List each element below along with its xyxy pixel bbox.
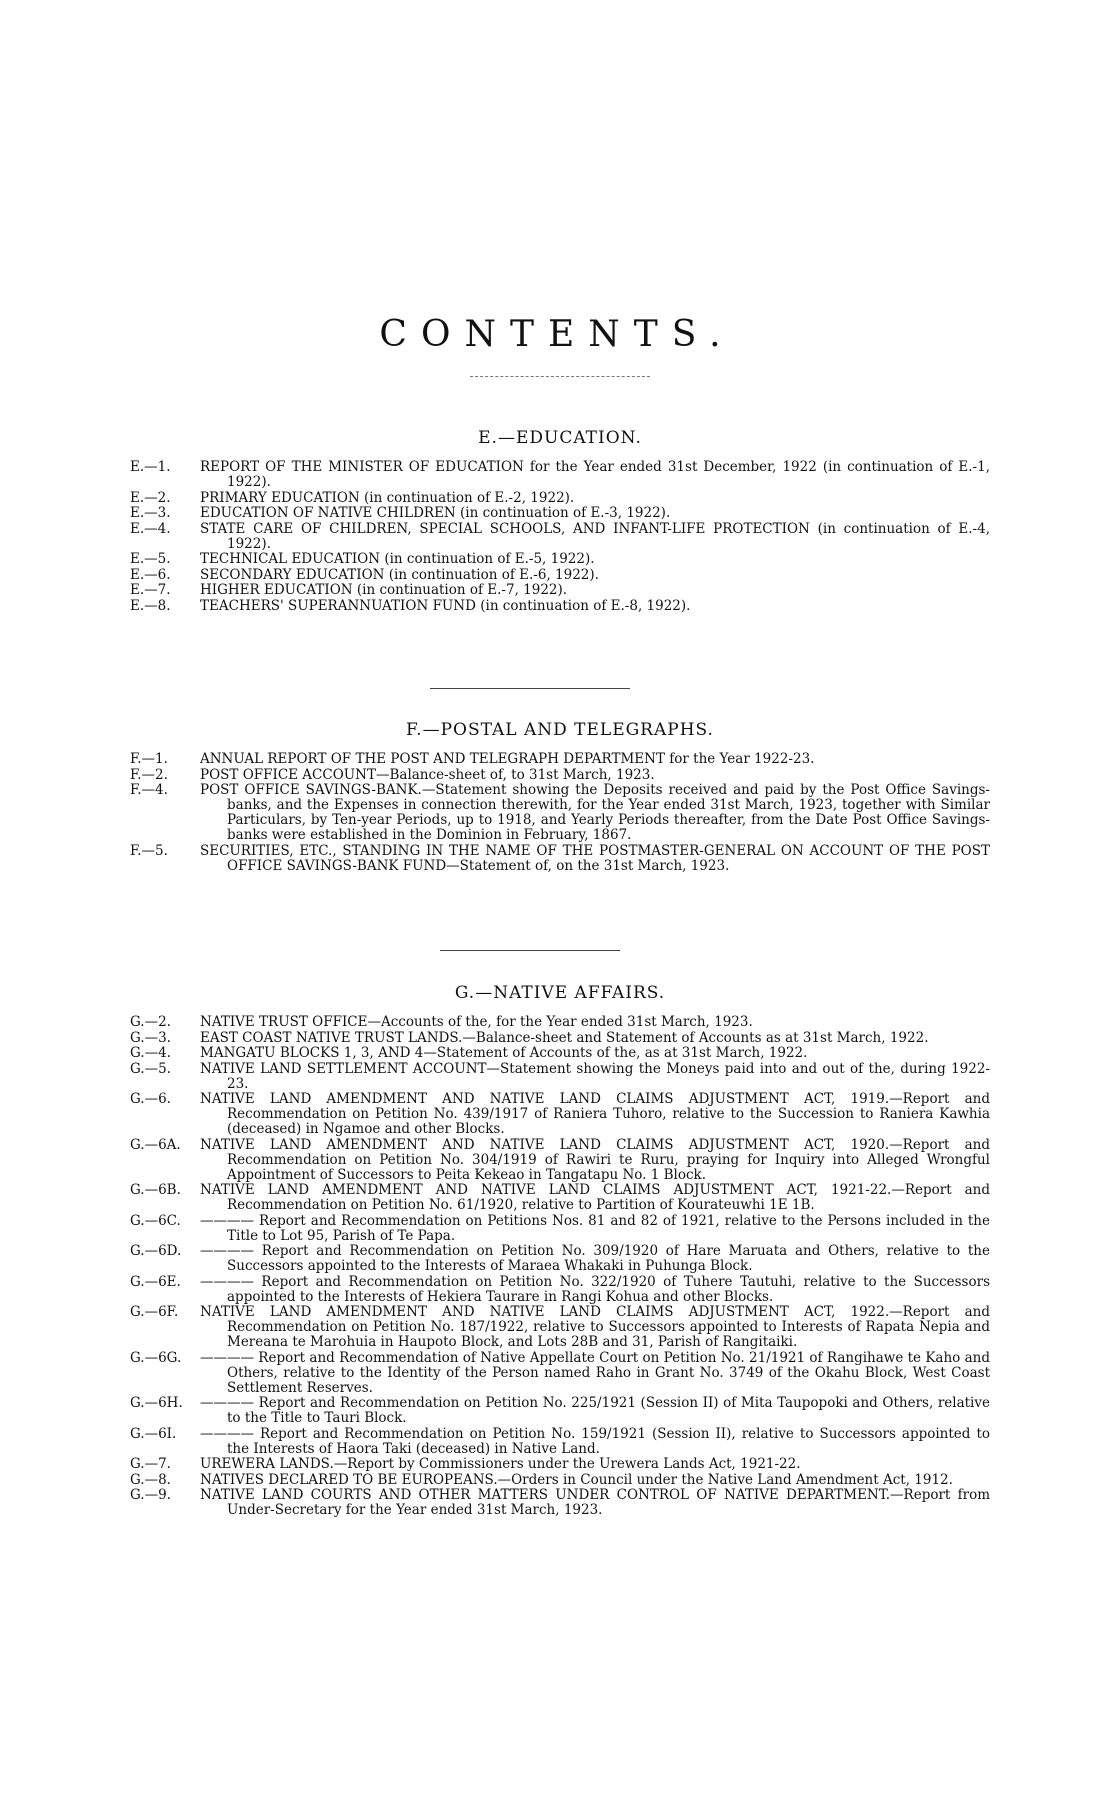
entry-list: [130, 460, 990, 614]
contents-entry: [130, 491, 990, 506]
entry-text: UREWERA LANDS.—Report by Commissioners under the Urewera Lands Act, 1921-22.: [200, 1456, 801, 1472]
contents-entry: [130, 1305, 990, 1350]
entry-text: REPORT OF THE MINISTER OF EDUCATION for the Year ended 31st December, 1922 (in continuation of E.-1, 1922).: [200, 459, 990, 490]
entry-code: G.—2.: [130, 1014, 171, 1030]
contents-entry: [130, 1214, 990, 1244]
entry-text: NATIVES DECLARED TO BE EUROPEANS.—Orders in Council under the Native Land Amendment Act, 1912.: [200, 1471, 953, 1488]
entry-text: NATIVE LAND AMENDMENT AND NATIVE LAND CLAIMS ADJUSTMENT ACT, 1919.—Report and Recommendation on Petition No. 439/1917 of Raniera Tuhoro, relative to the Succession to Raniera Kawhia (deceased) in Ngamoe and other Blocks.: [200, 1091, 990, 1137]
entry-text: POST OFFICE ACCOUNT—Balance-sheet of, to 31st March, 1923.: [200, 766, 655, 783]
entry-text: STATE CARE OF CHILDREN, SPECIAL SCHOOLS, AND INFANT-LIFE PROTECTION (in continuation of E.-4, 1922).: [200, 520, 990, 552]
contents-entry: [130, 1031, 990, 1046]
entry-code: G.—6.: [130, 1091, 171, 1107]
entry-code: G.—6I.: [130, 1425, 177, 1442]
entry-code: E.—4.: [130, 520, 171, 537]
contents-entry: [130, 1351, 990, 1396]
title-divider: [470, 376, 650, 377]
entry-text: EAST COAST NATIVE TRUST LANDS.—Balance-sheet and Statement of Accounts as at 31st March, 1922.: [200, 1029, 929, 1046]
entry-text: TECHNICAL EDUCATION (in continuation of E.-5, 1922).: [200, 551, 595, 567]
entry-text: NATIVE TRUST OFFICE—Accounts of the, for the Year ended 31st March, 1923.: [200, 1014, 753, 1030]
entry-text: MANGATU BLOCKS 1, 3, AND 4—Statement of Accounts of the, as at 31st March, 1922.: [200, 1045, 808, 1061]
entry-code: F.—1.: [130, 751, 168, 767]
section-heading: G.—NATIVE AFFAIRS.: [454, 983, 666, 1003]
entry-code: G.—6E.: [130, 1273, 181, 1290]
entry-text: SECURITIES, ETC., STANDING IN THE NAME OF THE POSTMASTER-GENERAL ON ACCOUNT OF THE POST OFFICE SAVINGS-BANK FUND—Statement of, on the 31st March, 1923.: [200, 842, 990, 874]
entry-code: E.—1.: [130, 459, 171, 475]
contents-entry: [130, 1396, 990, 1426]
entry-text: PRIMARY EDUCATION (in continuation of E.-2, 1922).: [200, 489, 575, 506]
entry-code: G.—6B.: [130, 1182, 181, 1198]
entry-text: NATIVE LAND AMENDMENT AND NATIVE LAND CLAIMS ADJUSTMENT ACT, 1920.—Report and Recommendation on Petition No. 304/1919 of Rawiri te Ruru, praying for Inquiry into Alleged Wrongful Appointment of Successors to Peita Kekeao in Tangatapu No. 1 Block.: [200, 1136, 990, 1183]
contents-entry: [130, 1244, 990, 1274]
entry-text: ———— Report and Recommendation of Native Appellate Court on Petition No. 21/1921 of Rangihawe te Kaho and Others, relative to the Identity of the Person named Raho in Grant No. 3749 of the Okahu Block, West Coast Settlement Reserves.: [200, 1349, 990, 1396]
contents-entry: [130, 460, 990, 490]
entry-code: G.—9.: [130, 1487, 171, 1503]
entry-text: NATIVE LAND COURTS AND OTHER MATTERS UNDER CONTROL OF NATIVE DEPARTMENT.—Report from Under-Secretary for the Year ended 31st March, 1923.: [200, 1487, 990, 1518]
entry-text: ———— Report and Recommendation on Petition No. 309/1920 of Hare Maruata and Others, relative to the Successors appointed to the Interests of Maraea Whakaki in Puhunga Block.: [200, 1243, 990, 1274]
entry-code: E.—8.: [130, 597, 171, 614]
entry-text: TEACHERS' SUPERANNUATION FUND (in continuation of E.-8, 1922).: [200, 597, 691, 614]
entry-text: ———— Report and Recommendation on Petition No. 322/1920 of Tuhere Tautuhi, relative to the Successors appointed to the Interests of Hekiera Taurare in Rangi Kohua and other Blocks.: [200, 1273, 990, 1305]
section-heading: F.—POSTAL AND TELEGRAPHS.: [406, 720, 714, 740]
entry-code: G.—3.: [130, 1029, 171, 1046]
entry-code: G.—6D.: [130, 1243, 182, 1259]
entry-text: ———— Report and Recommendation on Petition No. 159/1921 (Session II), relative to Successors appointed to the Interests of Haora Taki (deceased) in Native Land.: [200, 1425, 990, 1457]
entry-text: NATIVE LAND AMENDMENT AND NATIVE LAND CLAIMS ADJUSTMENT ACT, 1921-22.—Report and Recommendation on Petition No. 61/1920, relative to Partition of Kourateuwhi 1E 1B.: [200, 1182, 990, 1213]
entry-code: E.—2.: [130, 489, 171, 506]
entry-list: [130, 752, 990, 874]
contents-entry: [130, 1473, 990, 1488]
contents-entry: [130, 1062, 990, 1092]
contents-title: CONTENTS.: [379, 314, 735, 356]
section-divider: [440, 950, 620, 951]
section-divider: [430, 688, 630, 689]
entry-code: E.—5.: [130, 551, 171, 567]
contents-entry: [130, 552, 990, 567]
entry-code: G.—7.: [130, 1456, 171, 1472]
entry-text: HIGHER EDUCATION (in continuation of E.-7, 1922).: [200, 582, 568, 598]
entry-code: G.—5.: [130, 1060, 171, 1077]
contents-entry: [130, 506, 990, 521]
entry-text: SECONDARY EDUCATION (in continuation of E.-6, 1922).: [200, 566, 599, 583]
contents-entry: [130, 768, 990, 783]
entry-code: G.—6H.: [130, 1395, 183, 1411]
entry-code: F.—2.: [130, 766, 168, 783]
entry-code: E.—3.: [130, 505, 171, 521]
contents-entry: [130, 1046, 990, 1061]
contents-entry: [130, 599, 990, 614]
contents-entry: [130, 1275, 990, 1305]
section-native-affairs: [130, 983, 990, 1519]
entry-text: ———— Report and Recommendation on Petition No. 225/1921 (Session II) of Mita Taupopoki and Others, relative to the Title to Tauri Block.: [200, 1395, 990, 1426]
section-education: [130, 428, 990, 614]
contents-entry: [130, 1015, 990, 1030]
contents-entry: [130, 1183, 990, 1213]
entry-code: E.—6.: [130, 566, 171, 583]
contents-entry: [130, 783, 990, 843]
contents-entry: [130, 1488, 990, 1518]
entry-text: ANNUAL REPORT OF THE POST AND TELEGRAPH DEPARTMENT for the Year 1922-23.: [200, 751, 815, 767]
entry-code: G.—8.: [130, 1471, 171, 1488]
contents-entry: [130, 522, 990, 552]
contents-entry: [130, 583, 990, 598]
entry-code: G.—6A.: [130, 1136, 181, 1153]
entry-code: G.—4.: [130, 1045, 171, 1061]
entry-code: G.—6C.: [130, 1212, 181, 1229]
section-heading: E.—EDUCATION.: [478, 428, 642, 448]
entry-code: F.—4.: [130, 782, 168, 798]
entry-code: G.—6F.: [130, 1304, 179, 1320]
entry-text: EDUCATION OF NATIVE CHILDREN (in continuation of E.-3, 1922).: [200, 505, 671, 521]
contents-entry: [130, 1457, 990, 1472]
contents-entry: [130, 568, 990, 583]
contents-entry: [130, 1092, 990, 1137]
section-postal-telegraphs: [130, 720, 990, 874]
entry-text: POST OFFICE SAVINGS-BANK.—Statement showing the Deposits received and paid by the Post Office Savings-banks, and the Expenses in connection therewith, for the Year ended 31st March, 1923, together with Similar Particulars, by Ten-year Periods, up to 1918, and Yearly Periods thereafter, from the Date Post Office Savings-banks were established in the Dominion in February, 1867.: [200, 782, 990, 843]
contents-entry: [130, 1138, 990, 1183]
entry-code: G.—6G.: [130, 1349, 182, 1366]
contents-entry: [130, 752, 990, 767]
contents-entry: [130, 844, 990, 874]
contents-entry: [130, 1427, 990, 1457]
entry-list: [130, 1015, 990, 1518]
entry-code: E.—7.: [130, 582, 171, 598]
entry-code: F.—5.: [130, 842, 168, 859]
entry-text: NATIVE LAND SETTLEMENT ACCOUNT—Statement showing the Moneys paid into and out of the, during 1922-23.: [200, 1060, 990, 1092]
entry-text: NATIVE LAND AMENDMENT AND NATIVE LAND CLAIMS ADJUSTMENT ACT, 1922.—Report and Recommendation on Petition No. 187/1922, relative to Successors appointed to Interests of Rapata Nepia and Mereana te Marohuia in Haupoto Block, and Lots 28B and 31, Parish of Rangitaiki.: [200, 1304, 990, 1350]
entry-text: ———— Report and Recommendation on Petitions Nos. 81 and 82 of 1921, relative to the Persons included in the Title to Lot 95, Parish of Te Papa.: [200, 1212, 990, 1244]
